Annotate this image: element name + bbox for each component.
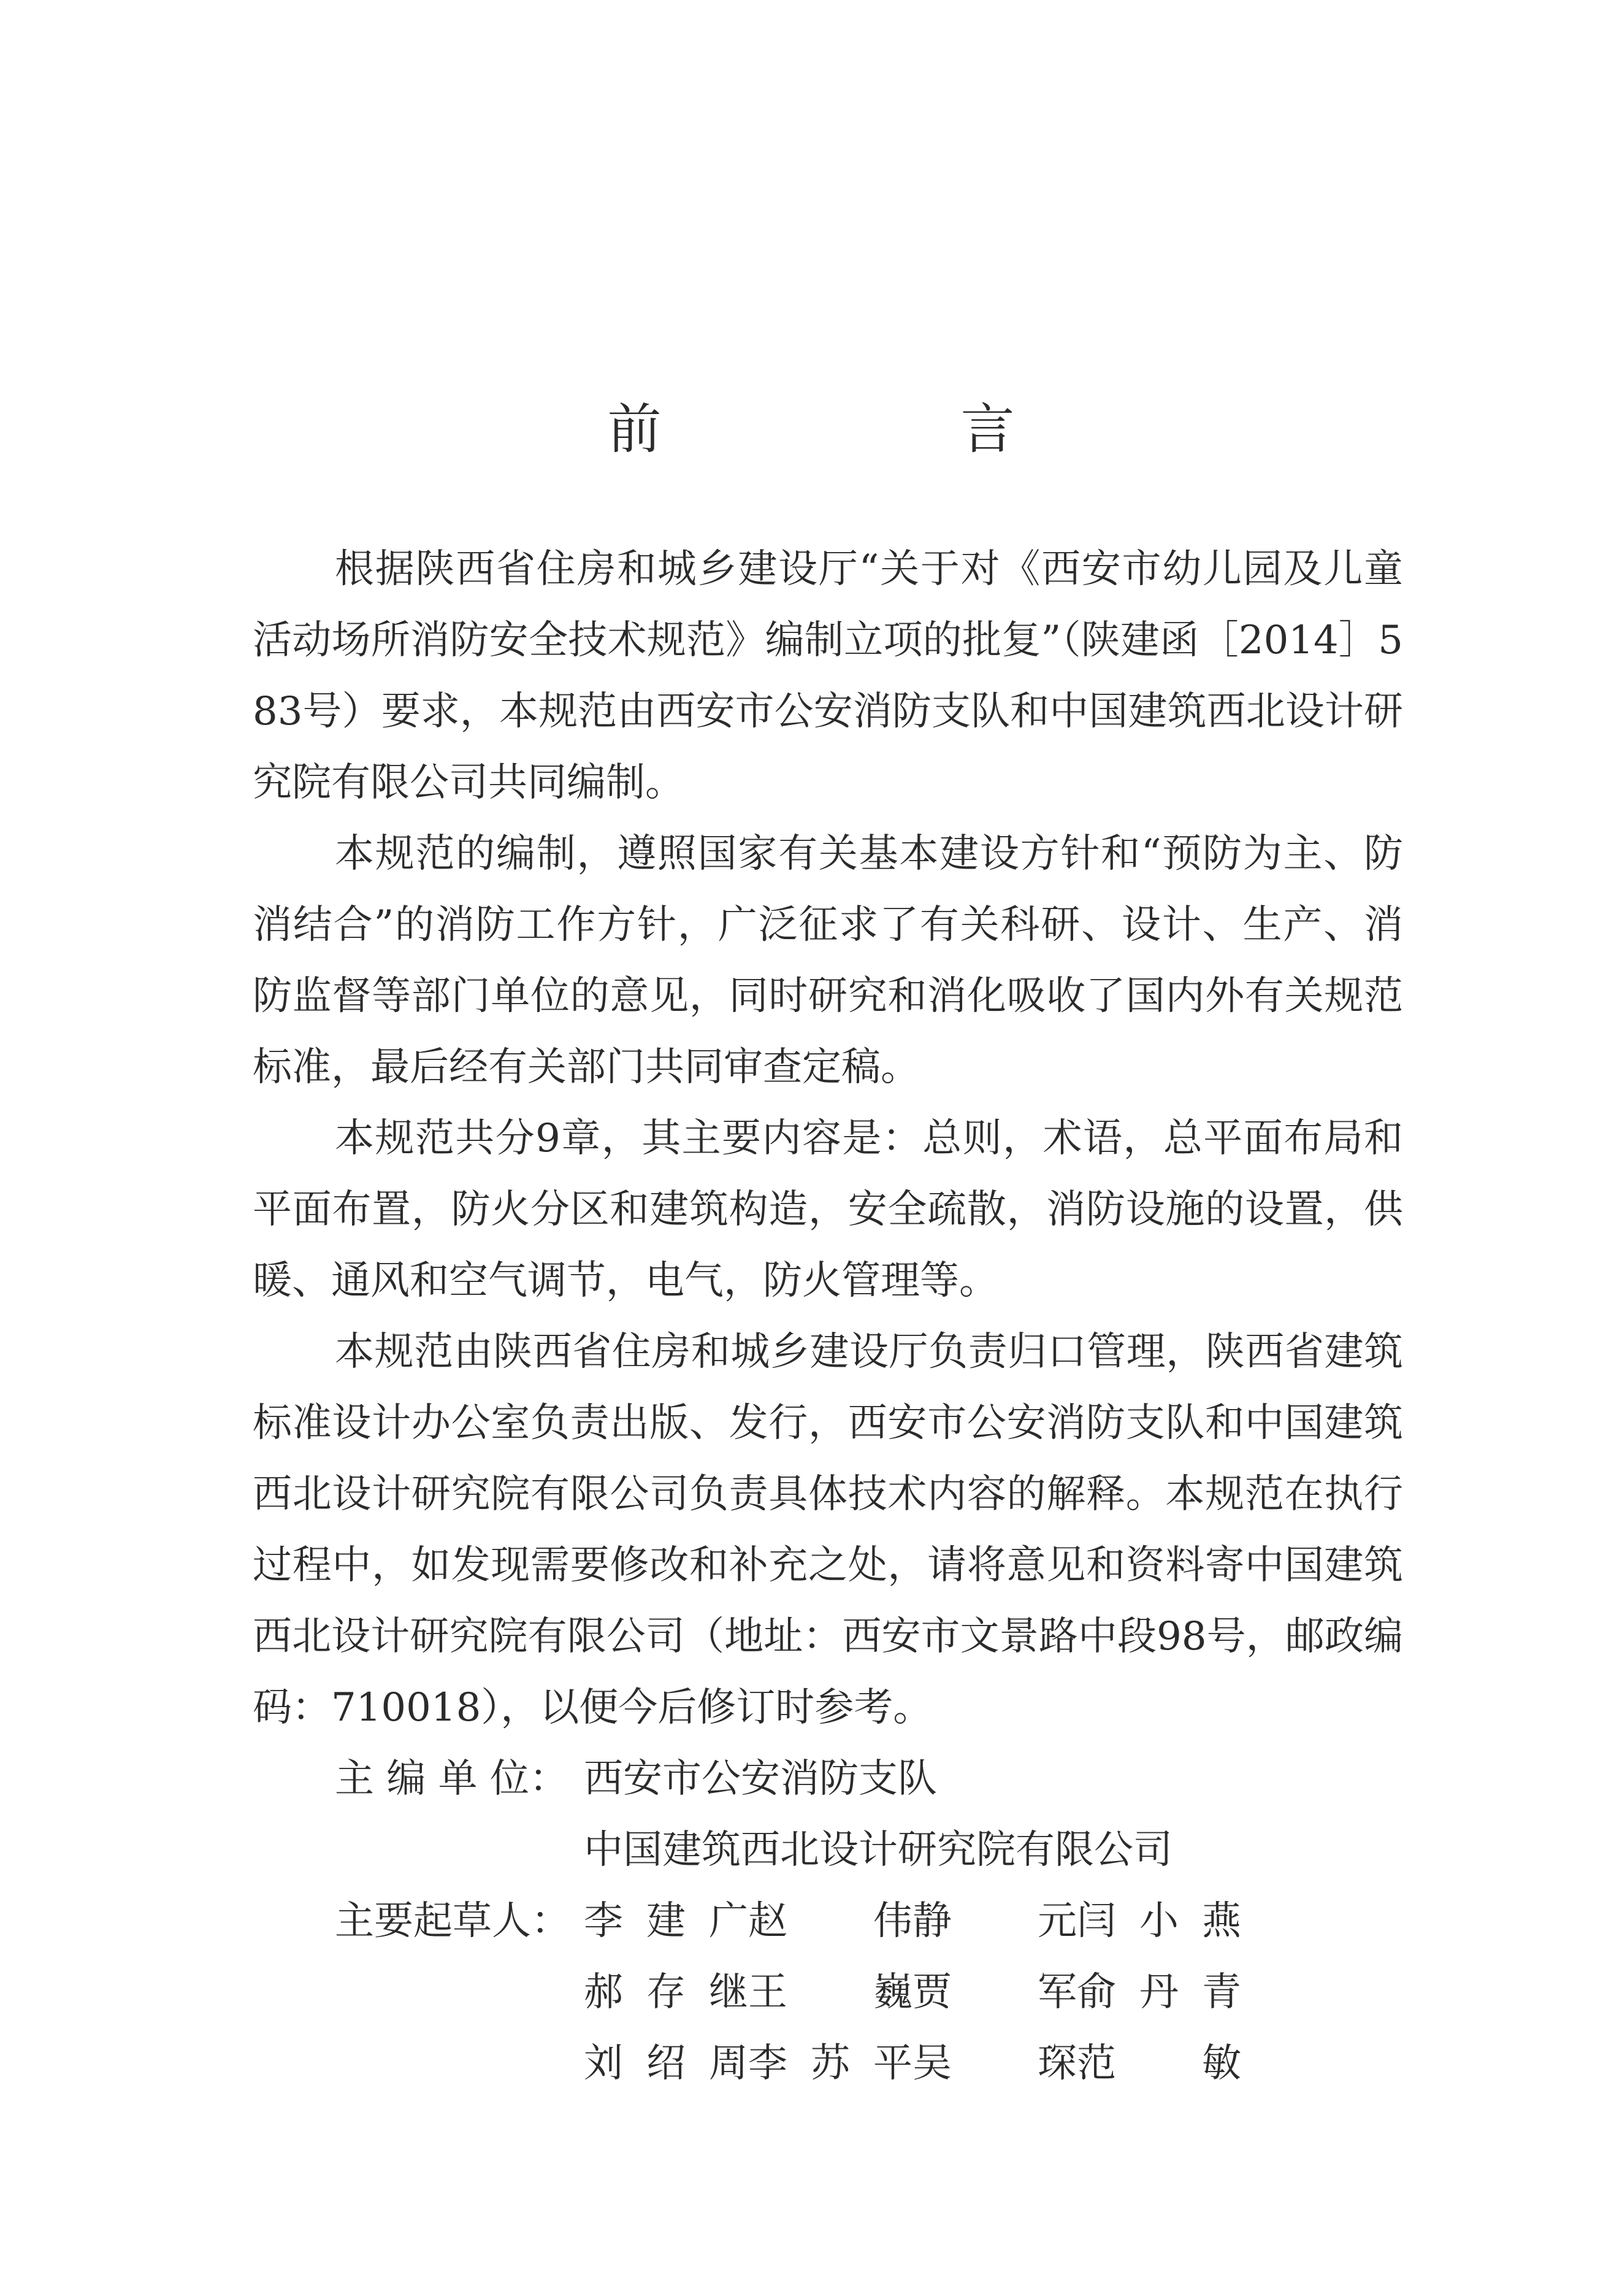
credits xyxy=(253,1743,1403,2099)
drafter-name: 赵 伟 xyxy=(748,1899,912,1944)
drafter-name: 刘绍周 xyxy=(584,2041,748,2086)
drafter-name: 贾 军 xyxy=(912,1970,1077,2015)
paragraph: 根据陕西省住房和城乡建设厅“关于对《西安市幼儿园及儿童活动场所消防安全技术规范》编制立项的批复”（陕建函［2014］583号）要求，本规范由西安市公安消防支队和中国建筑西北设计研究院有限公司共同编制。 xyxy=(253,547,1403,805)
drafter-name: 俞丹青 xyxy=(1077,1970,1241,2015)
paragraph: 本规范共分9章，其主要内容是：总则，术语，总平面布局和平面布置，防火分区和建筑构造，安全疏散，消防设施的设置，供暖、通风和空气调节，电气，防火管理等。 xyxy=(253,1116,1403,1303)
drafter-name: 范 敏 xyxy=(1077,2041,1241,2086)
drafters-row xyxy=(584,1886,1241,1957)
drafter-name: 李建广 xyxy=(584,1899,748,1944)
drafter-name: 王 巍 xyxy=(748,1970,912,2015)
drafter-name: 李苏平 xyxy=(748,2041,912,2086)
chief-editor-unit: 中国建筑西北设计研究院有限公司 xyxy=(584,1827,1173,1873)
chief-editor-label: 主 编 单 位： xyxy=(335,1756,569,1802)
preface-body xyxy=(253,534,1403,2099)
chief-editor-units xyxy=(253,1743,1403,1886)
drafter-name: 郝存继 xyxy=(584,1970,748,2015)
chief-editor-unit: 西安市公安消防支队 xyxy=(584,1756,937,1802)
paragraph: 本规范由陕西省住房和城乡建设厅负责归口管理，陕西省建筑标准设计办公室负责出版、发行，西安市公安消防支队和中国建筑西北设计研究院有限公司负责具体技术内容的解释。本规范在执行过程中，如发现需要修改和补充之处，请将意见和资料寄中国建筑西北设计研究院有限公司（地址：西安市文景路中段98号，邮政编码：710018），以便今后修订时参考。 xyxy=(253,1329,1403,1730)
drafters-list xyxy=(584,1886,1241,2099)
drafters-row xyxy=(584,1957,1241,2028)
drafters-row xyxy=(584,2028,1241,2099)
drafter-name: 闫小燕 xyxy=(1077,1899,1241,1944)
main-drafters xyxy=(253,1886,1403,2099)
paragraph: 本规范的编制，遵照国家有关基本建设方针和“预防为主、防消结合”的消防工作方针，广泛征求了有关科研、设计、生产、消防监督等部门单位的意见，同时研究和消化吸收了国内外有关规范标准，最后经有关部门共同审查定稿。 xyxy=(253,831,1403,1090)
drafter-name: 吴 琛 xyxy=(912,2041,1077,2086)
chief-editor-list xyxy=(584,1743,1173,1886)
drafters-label: 主要起草人： xyxy=(335,1899,570,1944)
page-title: 前 言 xyxy=(607,397,1138,461)
drafter-name: 静 元 xyxy=(912,1899,1077,1944)
